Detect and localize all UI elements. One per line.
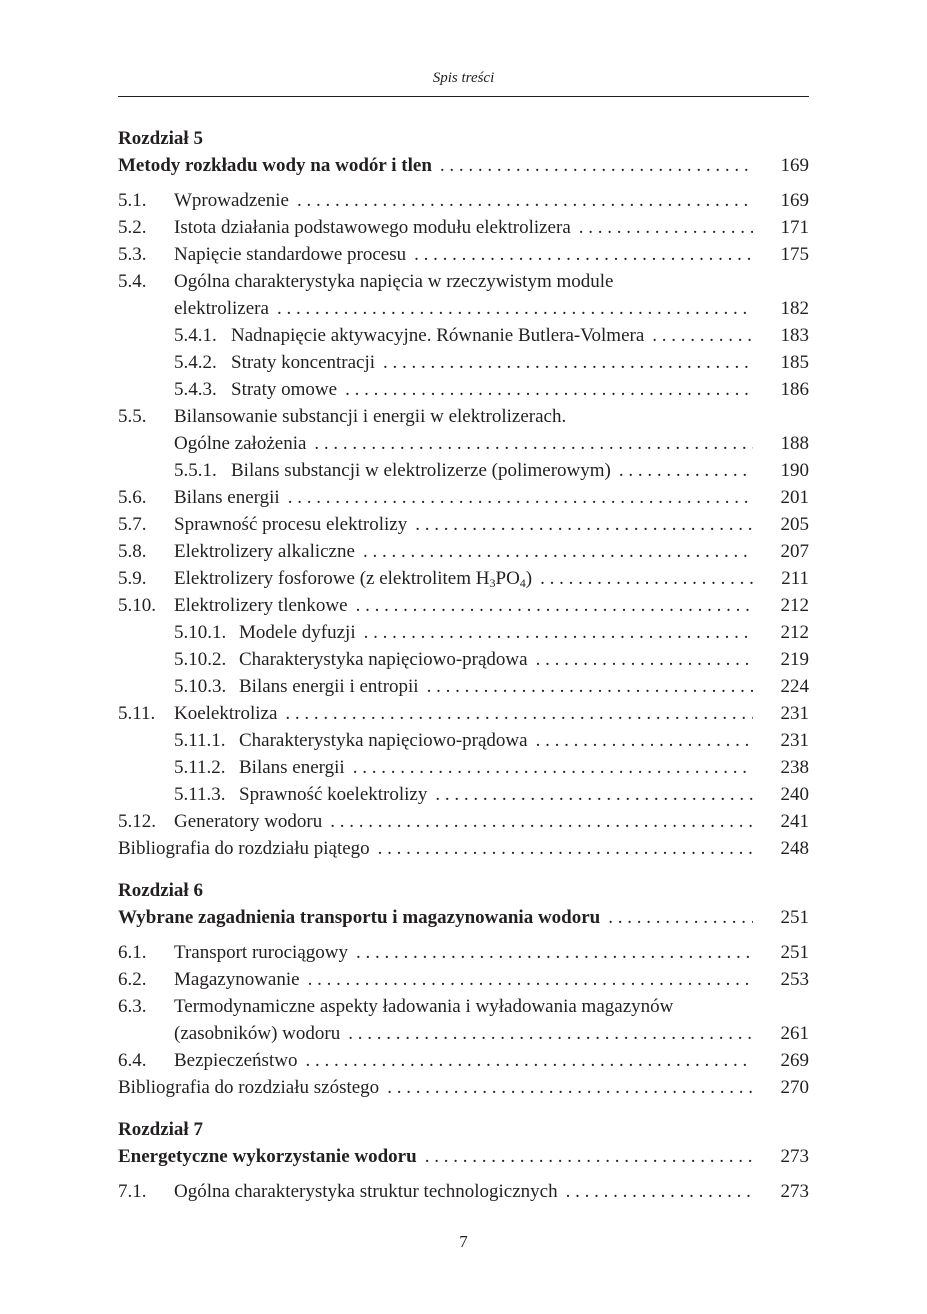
toc-entry-6-1[interactable]	[118, 939, 809, 966]
section-number: 5.6.	[118, 487, 147, 508]
leader-dots	[348, 592, 753, 619]
leader-dots	[337, 376, 753, 403]
section-title: Ogólna charakterystyka struktur technologicznych	[174, 1181, 558, 1202]
leader-dots	[406, 241, 753, 268]
chapter-5-title-entry[interactable]	[118, 152, 809, 179]
section-number: 7.1.	[118, 1181, 147, 1202]
page-number: 182	[780, 298, 809, 319]
leader-dots	[355, 538, 753, 565]
section-number: 6.3.	[118, 996, 147, 1017]
leader-dots	[427, 781, 753, 808]
section-number: 5.2.	[118, 217, 147, 238]
leader-dots	[345, 754, 753, 781]
toc-entry-5-4-1[interactable]	[118, 322, 809, 349]
section-number: 5.12.	[118, 811, 156, 832]
leader-dots	[532, 565, 753, 592]
section-number: 5.4.2.	[174, 352, 217, 373]
page-number: 219	[780, 649, 809, 670]
leader-dots	[379, 1074, 753, 1101]
toc-entry-5-12[interactable]	[118, 808, 809, 835]
page-number: 224	[780, 676, 809, 697]
page-number: 253	[780, 969, 809, 990]
section-number: 5.11.2.	[174, 757, 226, 778]
section-number: 5.11.3.	[174, 784, 226, 805]
leader-dots	[289, 187, 753, 214]
page-number: 188	[780, 433, 809, 454]
leader-dots	[348, 939, 753, 966]
section-title: Bibliografia do rozdziału szóstego	[118, 1077, 380, 1098]
page-number: 240	[780, 784, 809, 805]
page-number: 201	[780, 487, 809, 508]
chapter-5-label: Rozdział 5	[118, 128, 203, 149]
section-title: Bilans substancji w elektrolizerze (polimerowym)	[231, 460, 611, 481]
section-title: Modele dyfuzji	[239, 622, 356, 643]
leader-dots	[417, 1143, 753, 1170]
page-number: 175	[780, 244, 809, 265]
chapter-7-title-entry[interactable]	[118, 1143, 809, 1170]
section-title: Nadnapięcie aktywacyjne. Równanie Butlera-Volmera	[231, 325, 645, 346]
leader-dots	[375, 349, 753, 376]
toc-entry-5-11[interactable]	[118, 700, 809, 727]
section-title: Bezpieczeństwo	[174, 1050, 298, 1071]
section-title: Termodynamiczne aspekty ładowania i wyładowania magazynów	[174, 996, 674, 1017]
toc-entry-7-1[interactable]	[118, 1178, 809, 1205]
toc-entry-6-3[interactable]	[118, 993, 809, 1020]
toc-entry-5-5-continued[interactable]	[118, 430, 809, 457]
page-number-footer: 7	[459, 1232, 468, 1251]
leader-dots	[571, 214, 753, 241]
section-number: 5.3.	[118, 244, 147, 265]
page-number: 261	[780, 1023, 809, 1044]
chapter-6-title: Wybrane zagadnienia transportu i magazynowania wodoru	[118, 907, 601, 928]
section-title: Bilans energii	[239, 757, 345, 778]
section-title: Bibliografia do rozdziału piątego	[118, 838, 370, 859]
toc-entry-6-4[interactable]	[118, 1047, 809, 1074]
page-number: 205	[780, 514, 809, 535]
toc-entry-5-11-3[interactable]	[118, 781, 809, 808]
section-title: Istota działania podstawowego modułu elektrolizera	[174, 217, 571, 238]
section-title-continued: (zasobników) wodoru	[174, 1023, 341, 1044]
section-title: Bilans energii i entropii	[239, 676, 419, 697]
toc-entry-5-3[interactable]	[118, 241, 809, 268]
page-number: 183	[780, 325, 809, 346]
toc-entry-5-4[interactable]	[118, 268, 809, 295]
section-number: 5.4.	[118, 271, 147, 292]
chapter-7-title: Energetyczne wykorzystanie wodoru	[118, 1146, 417, 1167]
page-number: 251	[780, 942, 809, 963]
section-number: 6.1.	[118, 942, 147, 963]
section-title: Sprawność koelektrolizy	[239, 784, 428, 805]
toc-entry-5-2[interactable]	[118, 214, 809, 241]
toc-entry-5-10-2[interactable]	[118, 646, 809, 673]
section-title: Transport rurociągowy	[174, 942, 348, 963]
toc-entry-5-11-1[interactable]	[118, 727, 809, 754]
page-number: 171	[780, 217, 809, 238]
page-number: 211	[781, 568, 809, 589]
section-number: 5.1.	[118, 190, 147, 211]
section-title: Bilansowanie substancji i energii w elektrolizerach.	[174, 406, 567, 427]
chapter-6-title-entry[interactable]	[118, 904, 809, 931]
section-number: 5.5.	[118, 406, 147, 427]
section-title: Charakterystyka napięciowo-prądowa	[239, 649, 528, 670]
toc-entry-5-4-2[interactable]	[118, 349, 809, 376]
leader-dots	[600, 904, 753, 931]
section-number: 5.7.	[118, 514, 147, 535]
chapter-5-title: Metody rozkładu wody na wodór i tlen	[118, 155, 432, 176]
toc-entry-5-10-3[interactable]	[118, 673, 809, 700]
leader-dots	[277, 700, 753, 727]
chapter-6-label: Rozdział 6	[118, 880, 203, 901]
section-title: Magazynowanie	[174, 969, 300, 990]
section-title: Napięcie standardowe procesu	[174, 244, 407, 265]
page-number: 270	[780, 1077, 809, 1098]
section-number: 5.10.	[118, 595, 156, 616]
toc-entry-5-7[interactable]	[118, 511, 809, 538]
page-number: 212	[780, 622, 809, 643]
leader-dots	[432, 152, 753, 179]
section-title-continued: Ogólne założenia	[174, 433, 307, 454]
toc-entry-5-1[interactable]	[118, 187, 809, 214]
leader-dots	[340, 1020, 753, 1047]
leader-dots	[269, 295, 753, 322]
toc-entry-5-5-1[interactable]	[118, 457, 809, 484]
toc-entry-5-5[interactable]	[118, 403, 809, 430]
page-number: 186	[780, 379, 809, 400]
page-number: 169	[780, 155, 809, 176]
toc-entry-5-4-3[interactable]	[118, 376, 809, 403]
page-number: 185	[780, 352, 809, 373]
page-number: 273	[780, 1146, 809, 1167]
toc-entry-bibliography-6[interactable]	[118, 1074, 809, 1101]
leader-dots	[558, 1178, 753, 1205]
leader-dots	[407, 511, 753, 538]
section-number: 5.10.1.	[174, 622, 227, 643]
page-number: 251	[780, 907, 809, 928]
toc-entry-5-9[interactable]	[118, 565, 809, 592]
leader-dots	[644, 322, 753, 349]
section-title: Straty omowe	[231, 379, 338, 400]
toc-entry-6-3-continued[interactable]	[118, 1020, 809, 1047]
leader-dots	[611, 457, 753, 484]
chapter-7-label: Rozdział 7	[118, 1119, 203, 1140]
table-of-contents	[118, 125, 809, 1205]
page-number: 231	[780, 703, 809, 724]
running-header: Spis treści	[432, 70, 495, 86]
leader-dots	[297, 1047, 753, 1074]
page-number: 231	[780, 730, 809, 751]
section-number: 5.10.3.	[174, 676, 227, 697]
section-title: Ogólna charakterystyka napięcia w rzeczywistym module	[174, 271, 614, 292]
section-number: 5.4.1.	[174, 325, 217, 346]
section-number: 5.11.	[118, 703, 156, 724]
section-title: Sprawność procesu elektrolizy	[174, 514, 408, 535]
leader-dots	[528, 727, 753, 754]
page-number: 212	[780, 595, 809, 616]
toc-entry-5-11-2[interactable]	[118, 754, 809, 781]
page-number: 269	[780, 1050, 809, 1071]
toc-entry-6-2[interactable]	[118, 966, 809, 993]
header-rule	[118, 96, 809, 97]
leader-dots	[280, 484, 753, 511]
toc-entry-5-4-continued[interactable]	[118, 295, 809, 322]
leader-dots	[419, 673, 753, 700]
section-number: 5.9.	[118, 568, 147, 589]
leader-dots	[356, 619, 753, 646]
page-number: 248	[780, 838, 809, 859]
section-number: 6.4.	[118, 1050, 147, 1071]
leader-dots	[300, 966, 753, 993]
section-number: 6.2.	[118, 969, 147, 990]
section-title: Elektrolizery fosforowe (z elektrolitem $H_3PO_4$)	[174, 568, 533, 590]
leader-dots	[322, 808, 753, 835]
page-number: 241	[780, 811, 809, 832]
section-number: 5.4.3.	[174, 379, 217, 400]
section-title: Koelektroliza	[174, 703, 278, 724]
section-number: 5.10.2.	[174, 649, 227, 670]
section-title: Elektrolizery alkaliczne	[174, 541, 355, 562]
section-number: 5.11.1.	[174, 730, 226, 751]
toc-entry-5-8[interactable]	[118, 538, 809, 565]
page-number: 207	[780, 541, 809, 562]
section-title: Straty koncentracji	[231, 352, 376, 373]
toc-entry-5-6[interactable]	[118, 484, 809, 511]
section-title: Generatory wodoru	[174, 811, 323, 832]
section-title: Elektrolizery tlenkowe	[174, 595, 348, 616]
section-title: Charakterystyka napięciowo-prądowa	[239, 730, 528, 751]
leader-dots	[306, 430, 753, 457]
toc-entry-bibliography-5[interactable]	[118, 835, 809, 862]
page-number: 169	[780, 190, 809, 211]
page-number: 238	[780, 757, 809, 778]
section-title-continued: elektrolizera	[174, 298, 269, 319]
leader-dots	[528, 646, 753, 673]
section-title: Wprowadzenie	[174, 190, 289, 211]
section-number: 5.8.	[118, 541, 147, 562]
leader-dots	[370, 835, 753, 862]
toc-entry-5-10-1[interactable]	[118, 619, 809, 646]
page-number: 273	[780, 1181, 809, 1202]
section-number: 5.5.1.	[174, 460, 217, 481]
section-title: Bilans energii	[174, 487, 280, 508]
page-number: 190	[780, 460, 809, 481]
toc-entry-5-10[interactable]	[118, 592, 809, 619]
